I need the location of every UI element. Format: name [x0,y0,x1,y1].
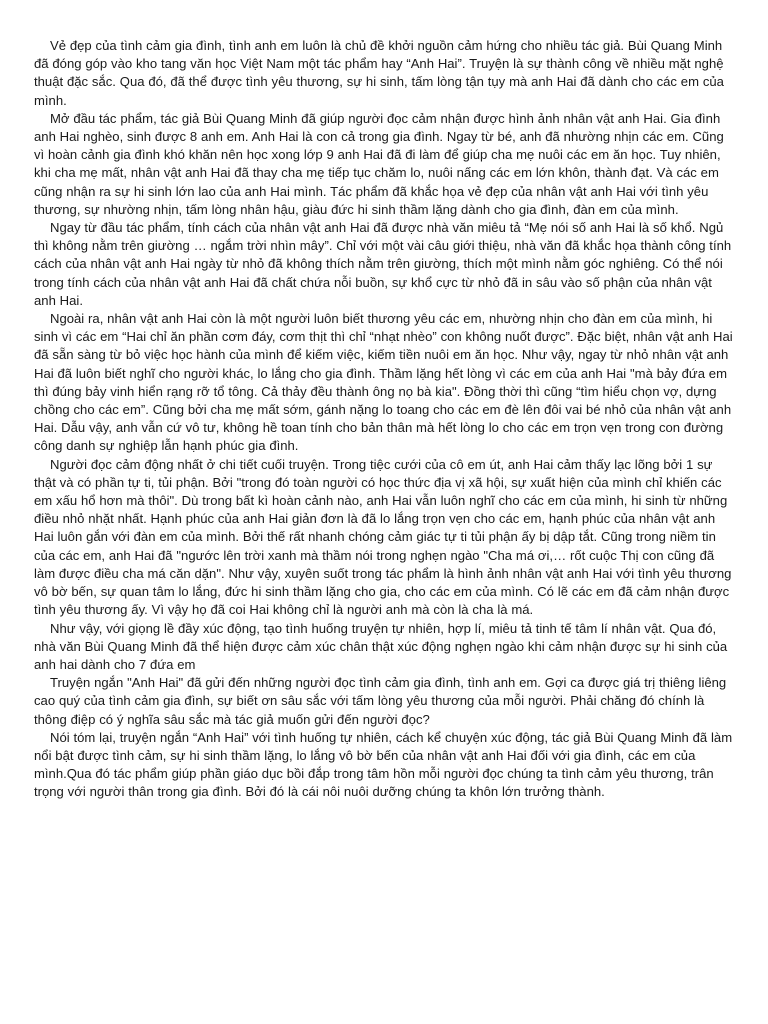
paragraph-intro: Vẻ đẹp của tình cảm gia đình, tình anh em luôn là chủ đề khởi nguồn cảm hứng cho nhiều tác giả. Bùi Quang Minh đã đóng góp vào kho tang văn học Việt Nam một tác phẩm hay “Anh Hai”. Truyện là sự thành công về nhiều mặt nghệ thuật đặc sắc. Qua đó, đã thể được tình yêu thương, sự hi sinh, tấm lòng tận tụy mà anh Hai đã dành cho các em của mình. [34,38,724,108]
paragraph-sacrifice: Ngoài ra, nhân vật anh Hai còn là một người luôn biết thương yêu các em, nhường nhịn cho đàn em của mình, hi sinh vì các em “Hai chỉ ăn phần cơm đáy, cơm thịt thì chỉ “nhạt nhèo” con không nuốt được”. Đặc biệt, nhân vật anh Hai đã sẵn sàng từ bỏ việc học hành của mình để kiếm việc, kiếm tiền nuôi em ăn học. Như vậy, ngay từ nhỏ nhân vật anh Hai đã luôn biết nghĩ cho người khác, lo lắng cho gia đình. Thầm lặng hết lòng vì các em của anh Hai "mà bảy đứa em thì đúng bảy vinh hiển rạng rỡ tổ tông. Cả thảy đều thành ông nọ bà kia". Đồng thời thì cũng “tìm hiểu chọn vợ, dựng chồng cho các em”. Cũng bởi cha mẹ mất sớm, gánh nặng lo toang cho các em đè lên đôi vai bé nhỏ của nhân vật anh Hai. Dẫu vậy, anh vẫn cứ vô tư, không hề toan tính cho bản thân mà hết lòng lo cho các em trọn vẹn trong con đường công danh sự nghiệp lẫn hạnh phúc gia đình. [34,311,733,454]
paragraph-art: Như vậy, với giọng lề đầy xúc động, tạo tình huống truyện tự nhiên, hợp lí, miêu tả tinh tế tâm lí nhân vật. Qua đó, nhà văn Bùi Quang Minh đã thể hiện được cảm xúc chân thật xúc động nghẹn ngào khi cảm nhận được sự hi sinh của anh hai dành cho 7 đứa em [34,620,728,672]
essay-document [34,37,734,802]
paragraph-ending-scene: Người đọc cảm động nhất ở chi tiết cuối truyện. Trong tiệc cưới của cô em út, anh Hai cảm thấy lạc lõng bởi 1 sự thật và có phần tự ti, tủi phận. Bởi "trong đó toàn người có học thức địa vị xã hội, sự xuất hiện của mình chỉ khiến các em xấu hổ hơn mà thôi". Dù trong bất kì hoàn cảnh nào, anh Hai vẫn luôn nghĩ cho các em của mình, hi sinh từ những điều nhỏ nhặt nhất. Hạnh phúc của anh Hai giản đơn là đã lo lắng trọn vẹn cho các em, hạnh phúc của nhân vật anh Hai luôn gắn với đàn em của mình. Bởi thế rất nhanh chóng cảm giác tự ti tủi phận ấy bị dập tắt. Cũng trong niềm tin của các em, anh Hai đã "ngước lên trời xanh mà thầm nói trong nghẹn ngào "Cha má ơi,… rốt cuộc Thị con cũng đã làm được điều cha má căn dặn". Như vậy, xuyên suốt trong tác phẩm là hình ảnh nhân vật anh Hai với tình yêu thương vô bờ bến, sự quan tâm lo lắng, đức hi sinh thầm lặng cho gia, cho các em của mình. Có lẽ các em đã cảm nhận được tình yêu thương ấy. Vì vậy họ đã coi Hai không chỉ là người anh mà còn là cha là má. [34,456,732,618]
paragraph-conclusion: Nói tóm lại, truyện ngắn “Anh Hai” với tình huống tự nhiên, cách kể chuyện xúc động, tác giả Bùi Quang Minh đã làm nổi bật được tình cảm, sự hi sinh thầm lặng, lo lắng vô bờ bến của nhân vật anh Hai đối với gia đình, các em của mình.Qua đó tác phẩm giúp phần giáo dục bồi đắp trong tâm hồn mỗi người đọc chúng ta tình cảm yêu thương, trân trọng với người thân trong gia đình. Bởi đó là cái nôi nuôi dưỡng chúng ta khôn lớn trưởng thành. [34,729,733,800]
paragraph-opening: Mở đầu tác phẩm, tác giả Bùi Quang Minh đã giúp người đọc cảm nhận được hình ảnh nhân vật anh Hai. Gia đình anh Hai nghèo, sinh được 8 anh em. Anh Hai là con cả trong gia đình. Ngay từ bé, anh đã nhường nhịn các em. Cũng vì hoàn cảnh gia đình khó khăn nên học xong lớp 9 anh Hai đã đi làm để giúp cha mẹ nuôi các em ăn học. Tuy nhiên, khi cha mẹ mất, nhân vật anh Hai đã thay cha mẹ tiếp tục chăm lo, nuôi nấng các em lớn khôn, thành đạt. Và các em cũng nhận ra sự hi sinh lớn lao của anh Hai mình. Tác phẩm đã khắc họa vẻ đẹp của nhân vật anh Hai với tình yêu thương, sự nhường nhịn, tấm lòng nhân hậu, giàu đức hi sinh thầm lặng dành cho gia đình, đàn em của mình. [34,110,724,217]
paragraph-character: Ngay từ đầu tác phẩm, tính cách của nhân vật anh Hai đã được nhà văn miêu tả “Mẹ nói số anh Hai là số khổ. Ngủ thì không nằm trên giường … ngắm trời nhìn mây”. Chỉ với một vài câu giới thiệu, nhà văn đã khắc họa thành công tính cách của nhân vật anh Hai ngày từ nhỏ đã không thích nằm trên giường, thích một mình nằm góc nghiêng. Có thể nói trong tính cách của nhân vật anh Hai đã chất chứa nỗi buồn, sự khổ cực từ nhỏ đã in sâu vào số phận của nhân vật anh Hai. [34,220,732,308]
paragraph-message: Truyện ngắn "Anh Hai" đã gửi đến những người đọc tình cảm gia đình, tình anh em. Gợi ca được giá trị thiêng liêng cao quý của tình cảm gia đình, sự biết ơn sâu sắc với tấm lòng yêu thương của mỗi người. Phải chăng đó chính là thông điệp có ý nghĩa sâu sắc mà tác giả muốn gửi đến người đọc? [34,675,727,727]
